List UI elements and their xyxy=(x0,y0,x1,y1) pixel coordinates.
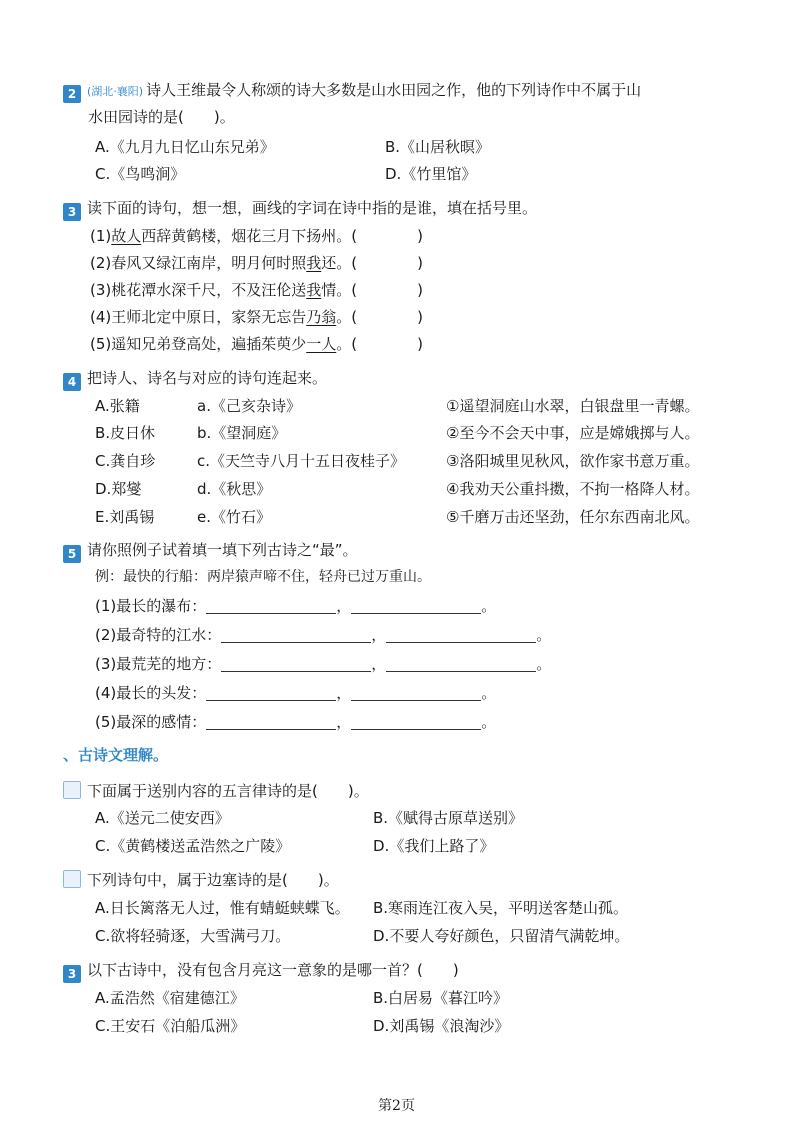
s1-option-a: A.《送元二使安西》 xyxy=(95,809,230,827)
q3-item-2: (2)春风又绿江南岸，明月何时照我还。( ) xyxy=(90,254,423,272)
question-number-badge: 5 xyxy=(63,545,81,563)
q2-text-1: 诗人王维最令人称颂的诗大多数是山水田园之作，他的下列诗作中不属于山 xyxy=(146,81,642,99)
s1-option-d: D.《我们上路了》 xyxy=(373,837,495,855)
q5-example: 例：最快的行船：两岸猿声啼不住，轻舟已过万重山。 xyxy=(95,569,431,585)
question-number-badge: 3 xyxy=(63,965,81,983)
question-number-badge: 2 xyxy=(63,85,81,103)
q4-poem-line: ⑤千磨万击还坚劲，任尔东西南北风。 xyxy=(446,508,700,526)
s2-text: 下列诗句中，属于边塞诗的是( )。 xyxy=(87,871,339,889)
answer-blank[interactable] xyxy=(221,655,371,672)
s2-option-c: C.欲将轻骑逐，大雪满弓刀。 xyxy=(95,927,291,945)
q4-poem-line: ④我劝天公重抖擞，不拘一格降人材。 xyxy=(446,480,700,498)
q2-line-1 xyxy=(63,80,641,103)
s3-text: 以下古诗中，没有包含月亮这一意象的是哪一首？( ) xyxy=(87,961,459,979)
q5-text: 请你照例子试着填一填下列古诗之“最”。 xyxy=(87,541,358,559)
q3-item-4: (4)王师北定中原日，家祭无忘告乃翁。( ) xyxy=(90,308,423,326)
s2-option-b: B.寒雨连江夜入吴，平明送客楚山孤。 xyxy=(373,899,629,917)
s1-heading xyxy=(63,781,369,801)
q2-option-b: B.《山居秋暝》 xyxy=(385,138,491,156)
question-number-badge: 4 xyxy=(63,373,81,391)
s3-option-a: A.孟浩然《宿建德江》 xyxy=(95,989,245,1007)
s2-heading xyxy=(63,870,339,890)
q5-item-4: (4)最长的头发： ， 。 xyxy=(95,684,497,702)
answer-blank[interactable] xyxy=(351,713,481,730)
q4-poem-line: ③洛阳城里见秋风，欲作家书意万重。 xyxy=(446,452,700,470)
question-number-badge: 3 xyxy=(63,203,81,221)
q5-item-3: (3)最荒芜的地方： ， 。 xyxy=(95,655,552,673)
s1-text: 下面属于送别内容的五言律诗的是( )。 xyxy=(87,782,369,800)
answer-blank[interactable] xyxy=(351,684,481,701)
region-tag: (湖北·襄阳) xyxy=(87,85,144,98)
q2-option-c: C.《鸟鸣涧》 xyxy=(95,165,186,183)
q4-title: c.《天竺寺八月十五日夜桂子》 xyxy=(197,452,406,470)
q4-title: b.《望洞庭》 xyxy=(197,424,287,442)
q4-title: d.《秋思》 xyxy=(197,480,272,498)
underlined-word: 我 xyxy=(306,254,322,272)
s2-option-a: A.日长篱落无人过，惟有蜻蜓蛱蝶飞。 xyxy=(95,899,350,917)
q2-option-d: D.《竹里馆》 xyxy=(385,165,477,183)
q2-text-2: 水田园诗的是( )。 xyxy=(88,108,235,126)
s3-option-d: D.刘禹锡《浪淘沙》 xyxy=(373,1017,510,1035)
question-number-badge xyxy=(63,781,81,799)
q3-item-5: (5)遥知兄弟登高处，遍插茱萸少一人。( ) xyxy=(90,335,423,353)
answer-blank[interactable] xyxy=(206,713,336,730)
section-heading: 、古诗文理解。 xyxy=(63,746,169,764)
q4-poet: E.刘禹锡 xyxy=(95,508,155,526)
q4-poet: B.皮日休 xyxy=(95,424,156,442)
underlined-word: 乃翁 xyxy=(306,308,337,326)
q3-heading xyxy=(63,198,537,221)
q4-poem-line: ①遥望洞庭山水翠，白银盘里一青螺。 xyxy=(446,397,700,415)
s3-option-b: B.白居易《暮江吟》 xyxy=(373,989,509,1007)
q4-poem-line: ②至今不会天中事，应是嫦娥掷与人。 xyxy=(446,424,700,442)
q3-item-3: (3)桃花潭水深千尺，不及汪伦送我情。( ) xyxy=(90,281,423,299)
q4-poet: D.郑燮 xyxy=(95,480,142,498)
q3-item-1: (1)故人西辞黄鹤楼，烟花三月下扬州。( ) xyxy=(90,227,423,245)
answer-blank[interactable] xyxy=(351,597,481,614)
s2-option-d: D.不要人夸好颜色，只留清气满乾坤。 xyxy=(373,927,630,945)
q5-item-5: (5)最深的感情： ， 。 xyxy=(95,713,497,731)
q4-heading xyxy=(63,368,327,391)
q4-text: 把诗人、诗名与对应的诗句连起来。 xyxy=(87,369,328,387)
s1-option-c: C.《黄鹤楼送孟浩然之广陵》 xyxy=(95,837,291,855)
answer-blank[interactable] xyxy=(386,626,536,643)
answer-blank[interactable] xyxy=(206,597,336,614)
s1-option-b: B.《赋得古原草送别》 xyxy=(373,809,524,827)
q2-option-a: A.《九月九日忆山东兄弟》 xyxy=(95,138,275,156)
q4-title: a.《己亥杂诗》 xyxy=(197,397,301,415)
s3-heading xyxy=(63,960,459,983)
answer-blank[interactable] xyxy=(221,626,371,643)
q4-title: e.《竹石》 xyxy=(197,508,271,526)
page-number: 第2页 xyxy=(378,1098,415,1114)
q4-poet: A.张籍 xyxy=(95,397,140,415)
underlined-word: 我 xyxy=(306,281,322,299)
q4-poet: C.龚自珍 xyxy=(95,452,156,470)
question-number-badge xyxy=(63,870,81,888)
underlined-word: 一人 xyxy=(306,335,337,353)
q5-heading xyxy=(63,540,358,563)
q3-text: 读下面的诗句，想一想，画线的字词在诗中指的是谁，填在括号里。 xyxy=(87,199,538,217)
underlined-word: 故人 xyxy=(111,227,142,245)
q5-item-2: (2)最奇特的江水： ， 。 xyxy=(95,626,552,644)
answer-blank[interactable] xyxy=(206,684,336,701)
q5-item-1: (1)最长的瀑布： ， 。 xyxy=(95,597,497,615)
s3-option-c: C.王安石《泊船瓜洲》 xyxy=(95,1017,246,1035)
answer-blank[interactable] xyxy=(386,655,536,672)
